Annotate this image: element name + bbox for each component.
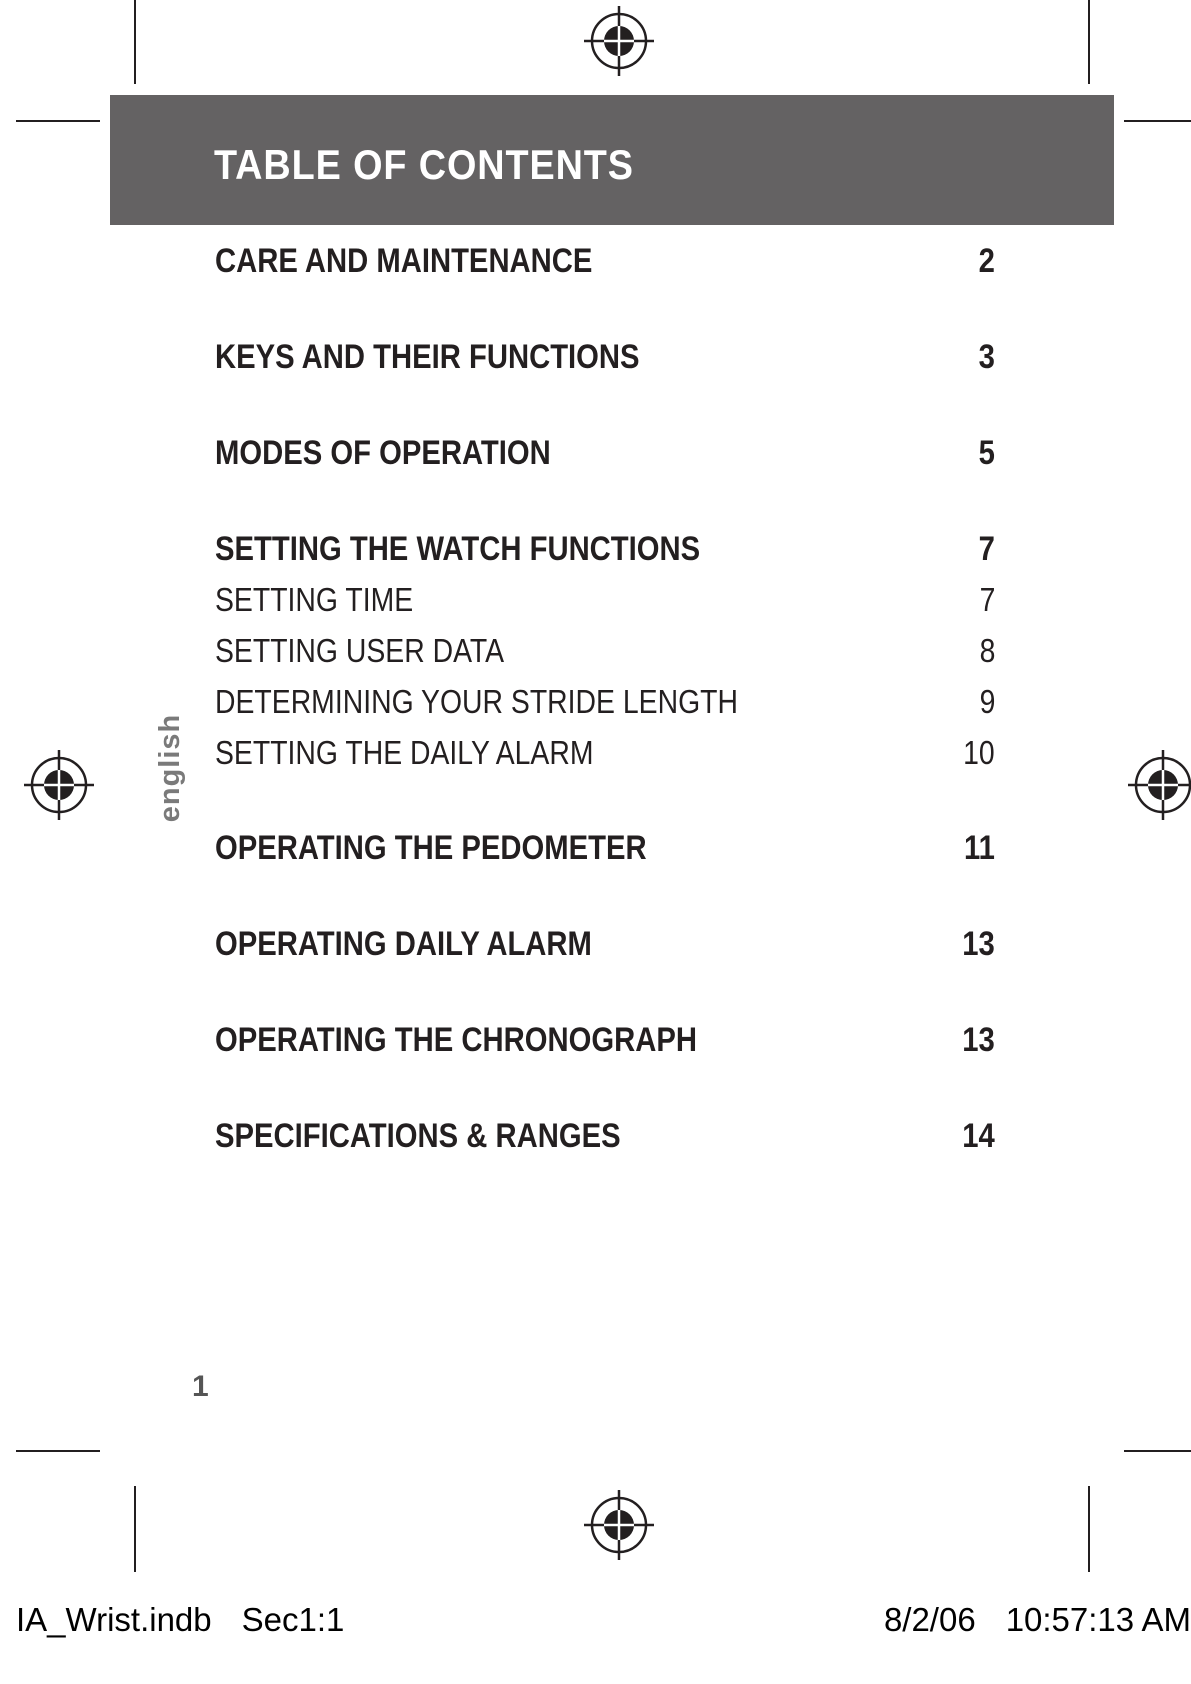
toc-entry-page: 2 xyxy=(978,242,995,280)
toc-entry[interactable] xyxy=(215,922,995,966)
toc-entry-label: SETTING USER DATA xyxy=(215,632,505,669)
toc-entry-page: 14 xyxy=(962,1117,995,1155)
page-number: 1 xyxy=(192,1370,209,1403)
toc-entry-page: 13 xyxy=(962,925,995,963)
toc-entry-label: CARE AND MAINTENANCE xyxy=(215,242,593,280)
toc-entry-label: OPERATING THE PEDOMETER xyxy=(215,829,647,867)
toc-entry-label: SETTING THE WATCH FUNCTIONS xyxy=(215,530,701,568)
toc-entry-page: 5 xyxy=(978,434,995,472)
slug-timestamp xyxy=(884,1600,1191,1640)
crop-mark-top-right-vertical xyxy=(1088,0,1090,84)
crop-mark-bottom-left-vertical xyxy=(134,1486,136,1572)
toc-entry-page: 8 xyxy=(979,632,995,669)
language-tab-label: english xyxy=(154,713,186,823)
crop-mark-bottom-right-vertical xyxy=(1088,1486,1090,1572)
toc-entry-page: 7 xyxy=(979,581,995,618)
toc-entry-label: KEYS AND THEIR FUNCTIONS xyxy=(215,338,640,376)
toc-entry-label: SETTING THE DAILY ALARM xyxy=(215,734,594,771)
toc-entry-label: MODES OF OPERATION xyxy=(215,434,551,472)
toc-entry[interactable] xyxy=(215,826,995,870)
slug-file-info xyxy=(16,1600,344,1640)
toc-subentry[interactable] xyxy=(215,578,995,622)
toc-entry-page: 13 xyxy=(962,1021,995,1059)
toc-entry-label: SPECIFICATIONS & RANGES xyxy=(215,1117,621,1155)
toc-entry-page: 10 xyxy=(963,734,995,771)
toc-entry-page: 7 xyxy=(978,530,995,568)
toc-entry-page: 3 xyxy=(978,338,995,376)
toc-subentry[interactable] xyxy=(215,629,995,673)
toc-entry[interactable] xyxy=(215,239,995,283)
toc-subentry[interactable] xyxy=(215,680,995,724)
header-band xyxy=(110,95,1114,225)
slug-filename: IA_Wrist.indb xyxy=(16,1601,212,1638)
toc-entry-label: DETERMINING YOUR STRIDE LENGTH xyxy=(215,683,738,720)
toc-entry-page: 11 xyxy=(964,829,995,867)
toc-entry[interactable] xyxy=(215,335,995,379)
registration-mark-icon xyxy=(1128,750,1191,820)
crop-mark-bottom-right-horizontal xyxy=(1124,1450,1191,1452)
registration-mark-icon xyxy=(584,1490,654,1560)
crop-mark-top-left-vertical xyxy=(134,0,136,84)
crop-mark-top-right-horizontal xyxy=(1124,120,1191,122)
slug-date: 8/2/06 xyxy=(883,1601,976,1638)
page-title: TABLE OF CONTENTS xyxy=(214,141,634,188)
toc-entry[interactable] xyxy=(215,1114,995,1158)
toc-entry[interactable] xyxy=(215,431,995,475)
crop-mark-top-left-horizontal xyxy=(16,120,100,122)
crop-mark-bottom-left-horizontal xyxy=(16,1450,100,1452)
toc-subentry[interactable] xyxy=(215,731,995,775)
slug-section: Sec1:1 xyxy=(241,1601,345,1638)
toc-entry-label: SETTING TIME xyxy=(215,581,414,618)
toc-entry[interactable] xyxy=(215,1018,995,1062)
toc-entry-page: 9 xyxy=(979,683,995,720)
toc-entry-label: OPERATING THE CHRONOGRAPH xyxy=(215,1021,697,1059)
registration-mark-icon xyxy=(24,750,94,820)
slug-time: 10:57:13 AM xyxy=(1005,1601,1191,1638)
toc-entry[interactable] xyxy=(215,527,995,571)
toc-entry-label: OPERATING DAILY ALARM xyxy=(215,925,592,963)
registration-mark-icon xyxy=(584,6,654,76)
